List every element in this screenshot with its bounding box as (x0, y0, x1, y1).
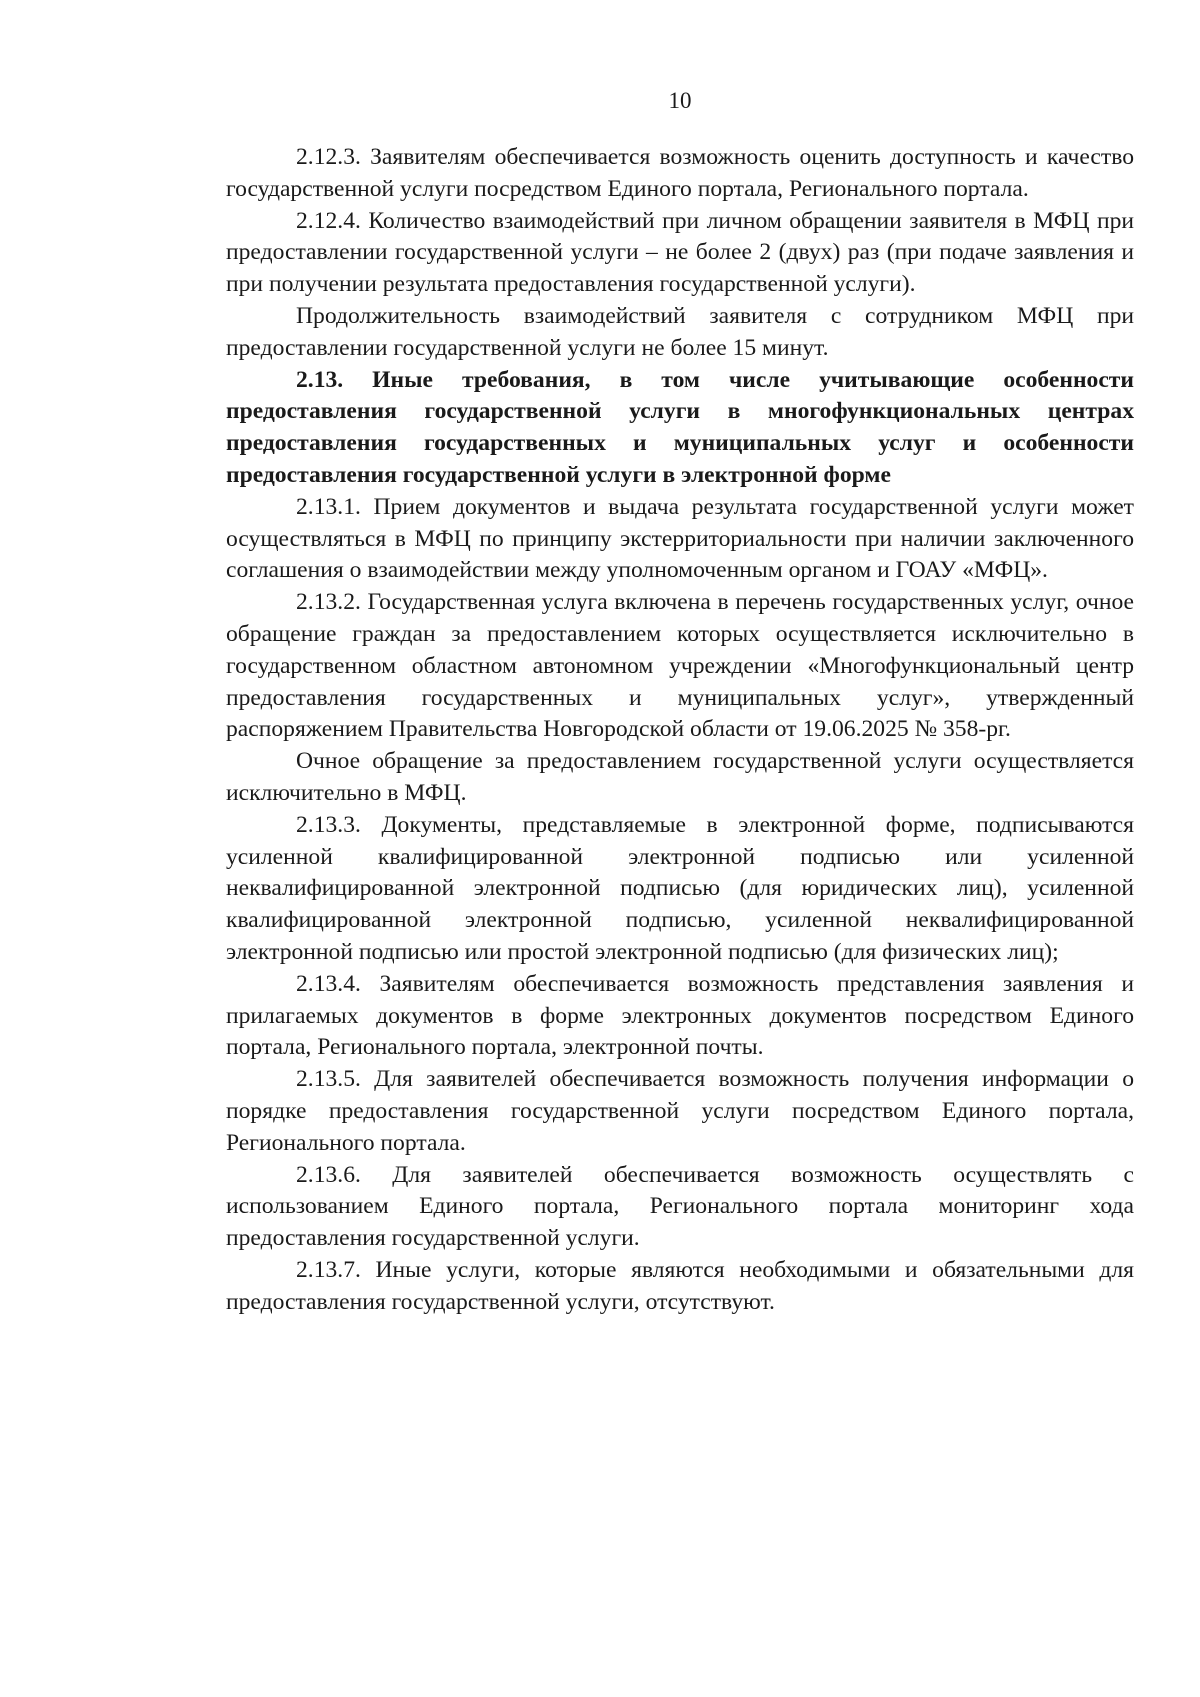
paragraph-2-13-4: 2.13.4. Заявителям обеспечивается возможность представления заявления и прилагаемых документов в форме электронных документов посредством Единого портала, Регионального портала, электронной почты. (226, 970, 1134, 1061)
paragraph-2-13-6: 2.13.6. Для заявителей обеспечивается возможность осуществлять с использованием Единого портала, Регионального портала мониторинг хода предоставления государственной услуги. (226, 1161, 1134, 1252)
section-heading-2-13: 2.13. Иные требования, в том числе учитывающие особенности предоставления государственной услуги в многофункциональных центрах предоставления государственных и муниципальных услуг и особенности предоставления государственной услуги в электронной форме (226, 366, 1134, 488)
paragraph-2-13-7: 2.13.7. Иные услуги, которые являются необходимыми и обязательными для предоставления государственной услуги, отсутствуют. (226, 1256, 1134, 1315)
paragraph-2-13-5: 2.13.5. Для заявителей обеспечивается возможность получения информации о порядке предоставления государственной услуги посредством Единого портала, Регионального портала. (226, 1066, 1134, 1156)
paragraph-2-13-3: 2.13.3. Документы, представляемые в электронной форме, подписываются усиленной квалифицированной электронной подписью или усиленной неквалифицированной электронной подписью (для юридических лиц), усиленной квалифицированной электронной подписью, усиленной неквалифицированной электронной подписью или простой электронной подписью (для физических лиц); (226, 811, 1134, 965)
document-body (226, 142, 1134, 1318)
page-number: 10 (668, 88, 692, 113)
paragraph-2-13-1: 2.13.1. Прием документов и выдача результата государственной услуги может осуществляться в МФЦ по принципу экстерриториальности при наличии заключенного соглашения о взаимодействии между уполномоченным органом и ГОАУ «МФЦ». (226, 493, 1134, 584)
paragraph-interaction-duration: Продолжительность взаимодействий заявителя с сотрудником МФЦ при предоставлении государственной услуги не более 15 минут. (226, 302, 1134, 361)
paragraph-2-12-4: 2.12.4. Количество взаимодействий при личном обращении заявителя в МФЦ при предоставлении государственной услуги – не более 2 (двух) раз (при подаче заявления и при получении результата предоставления государственной услуги). (226, 207, 1134, 298)
paragraph-2-13-2: 2.13.2. Государственная услуга включена в перечень государственных услуг, очное обращение граждан за предоставлением которых осуществляется исключительно в государственном областном автономном учреждении «Многофункциональный центр предоставления государственных и муниципальных услуг», утвержденный распоряжением Правительства Новгородской области от 19.06.2025 № 358-рг. (226, 589, 1134, 743)
paragraph-in-person-request: Очное обращение за предоставлением государственной услуги осуществляется исключительно в МФЦ. (226, 748, 1134, 806)
paragraph-2-12-3: 2.12.3. Заявителям обеспечивается возможность оценить доступность и качество государственной услуги посредством Единого портала, Регионального портала. (226, 144, 1134, 202)
